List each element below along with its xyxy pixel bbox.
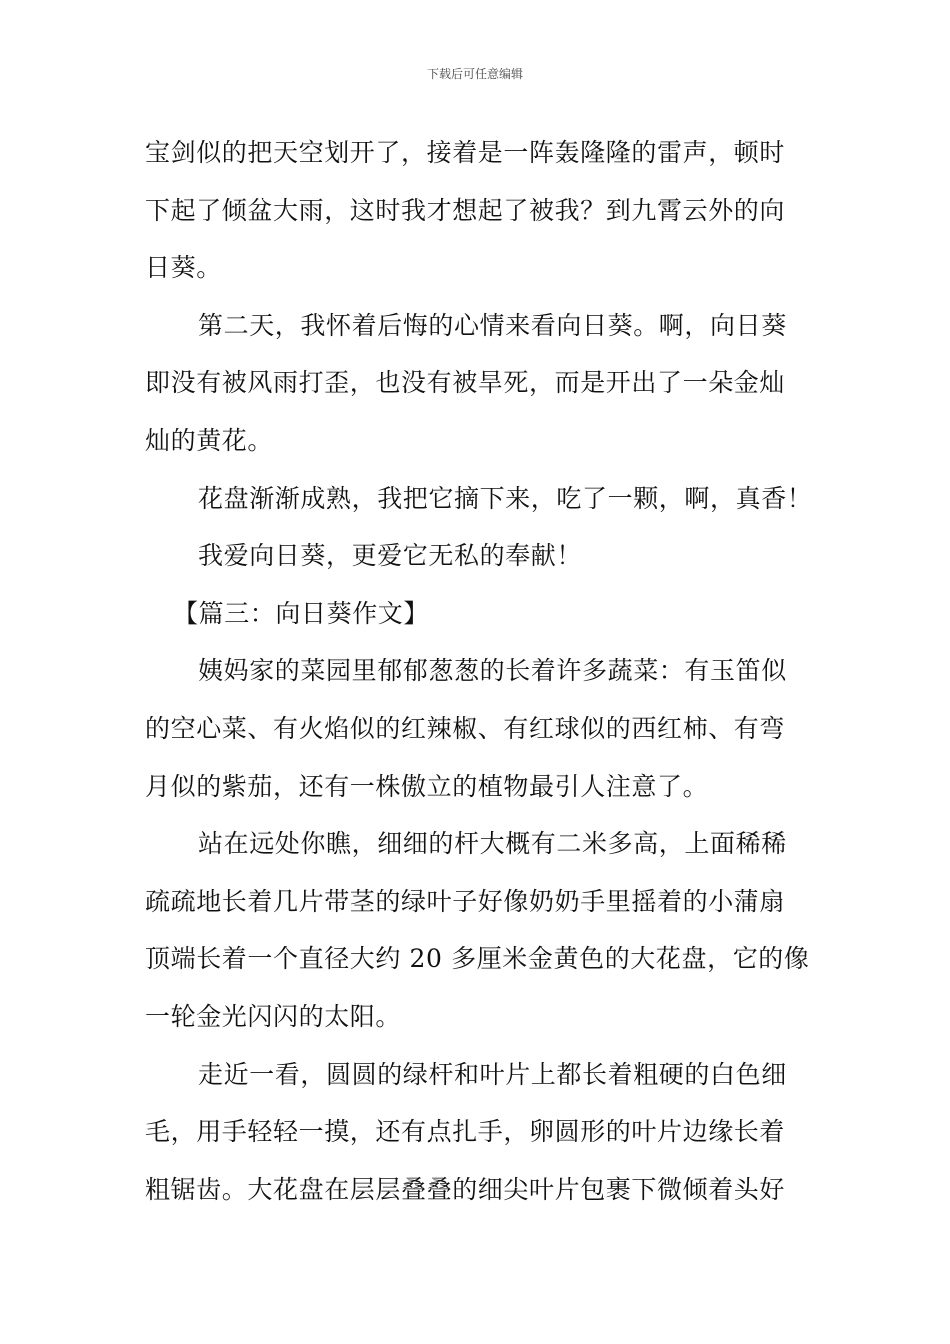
text-line: 顶端长着一个直径大约 20 多厘米金黄色的大花盘，它的像 (145, 944, 810, 974)
text-line: 下起了倾盆大雨，这时我才想起了被我？到九霄云外的向 (145, 195, 786, 225)
text-line: 日葵。 (145, 253, 222, 283)
section-heading: 【篇三：向日葵作文】 (173, 598, 430, 628)
paragraph-start: 第二天，我怀着后悔的心情来看向日葵。啊，向日葵 (198, 310, 787, 340)
paragraph-start: 花盘渐渐成熟，我把它摘下来，吃了一颗，啊，真香！ (198, 483, 813, 513)
text-line: 一轮金光闪闪的太阳。 (145, 1001, 402, 1031)
text-line: 月似的紫茄，还有一株傲立的植物最引人注意了。 (145, 771, 709, 801)
page-header: 下载后可任意编辑 (426, 67, 523, 81)
paragraph-start: 站在远处你瞧，细细的杆大概有二米多高，上面稀稀 (198, 829, 787, 859)
text-line: 毛，用手轻轻一摸，还有点扎手，卵圆形的叶片边缘长着 (145, 1117, 786, 1147)
text-line: 的空心菜、有火焰似的红辣椒、有红球似的西红柿、有弯 (145, 713, 786, 743)
paragraph-start: 走近一看，圆圆的绿杆和叶片上都长着粗硬的白色细 (198, 1059, 787, 1089)
text-line: 疏疏地长着几片带茎的绿叶子好像奶奶手里摇着的小蒲扇 (145, 886, 786, 916)
document-body (145, 124, 813, 1218)
text-line: 宝剑似的把天空划开了，接着是一阵轰隆隆的雷声，顿时 (145, 138, 786, 167)
text-line: 即没有被风雨打歪，也没有被旱死，而是开出了一朵金灿 (145, 368, 786, 398)
paragraph-start: 我爱向日葵，更爱它无私的奉献！ (198, 541, 583, 571)
text-line: 灿的黄花。 (145, 425, 274, 455)
text-line: 粗锯齿。大花盘在层层叠叠的细尖叶片包裹下微倾着头好 (145, 1174, 786, 1204)
paragraph-start: 姨妈家的菜园里郁郁葱葱的长着许多蔬菜：有玉笛似 (198, 656, 787, 686)
